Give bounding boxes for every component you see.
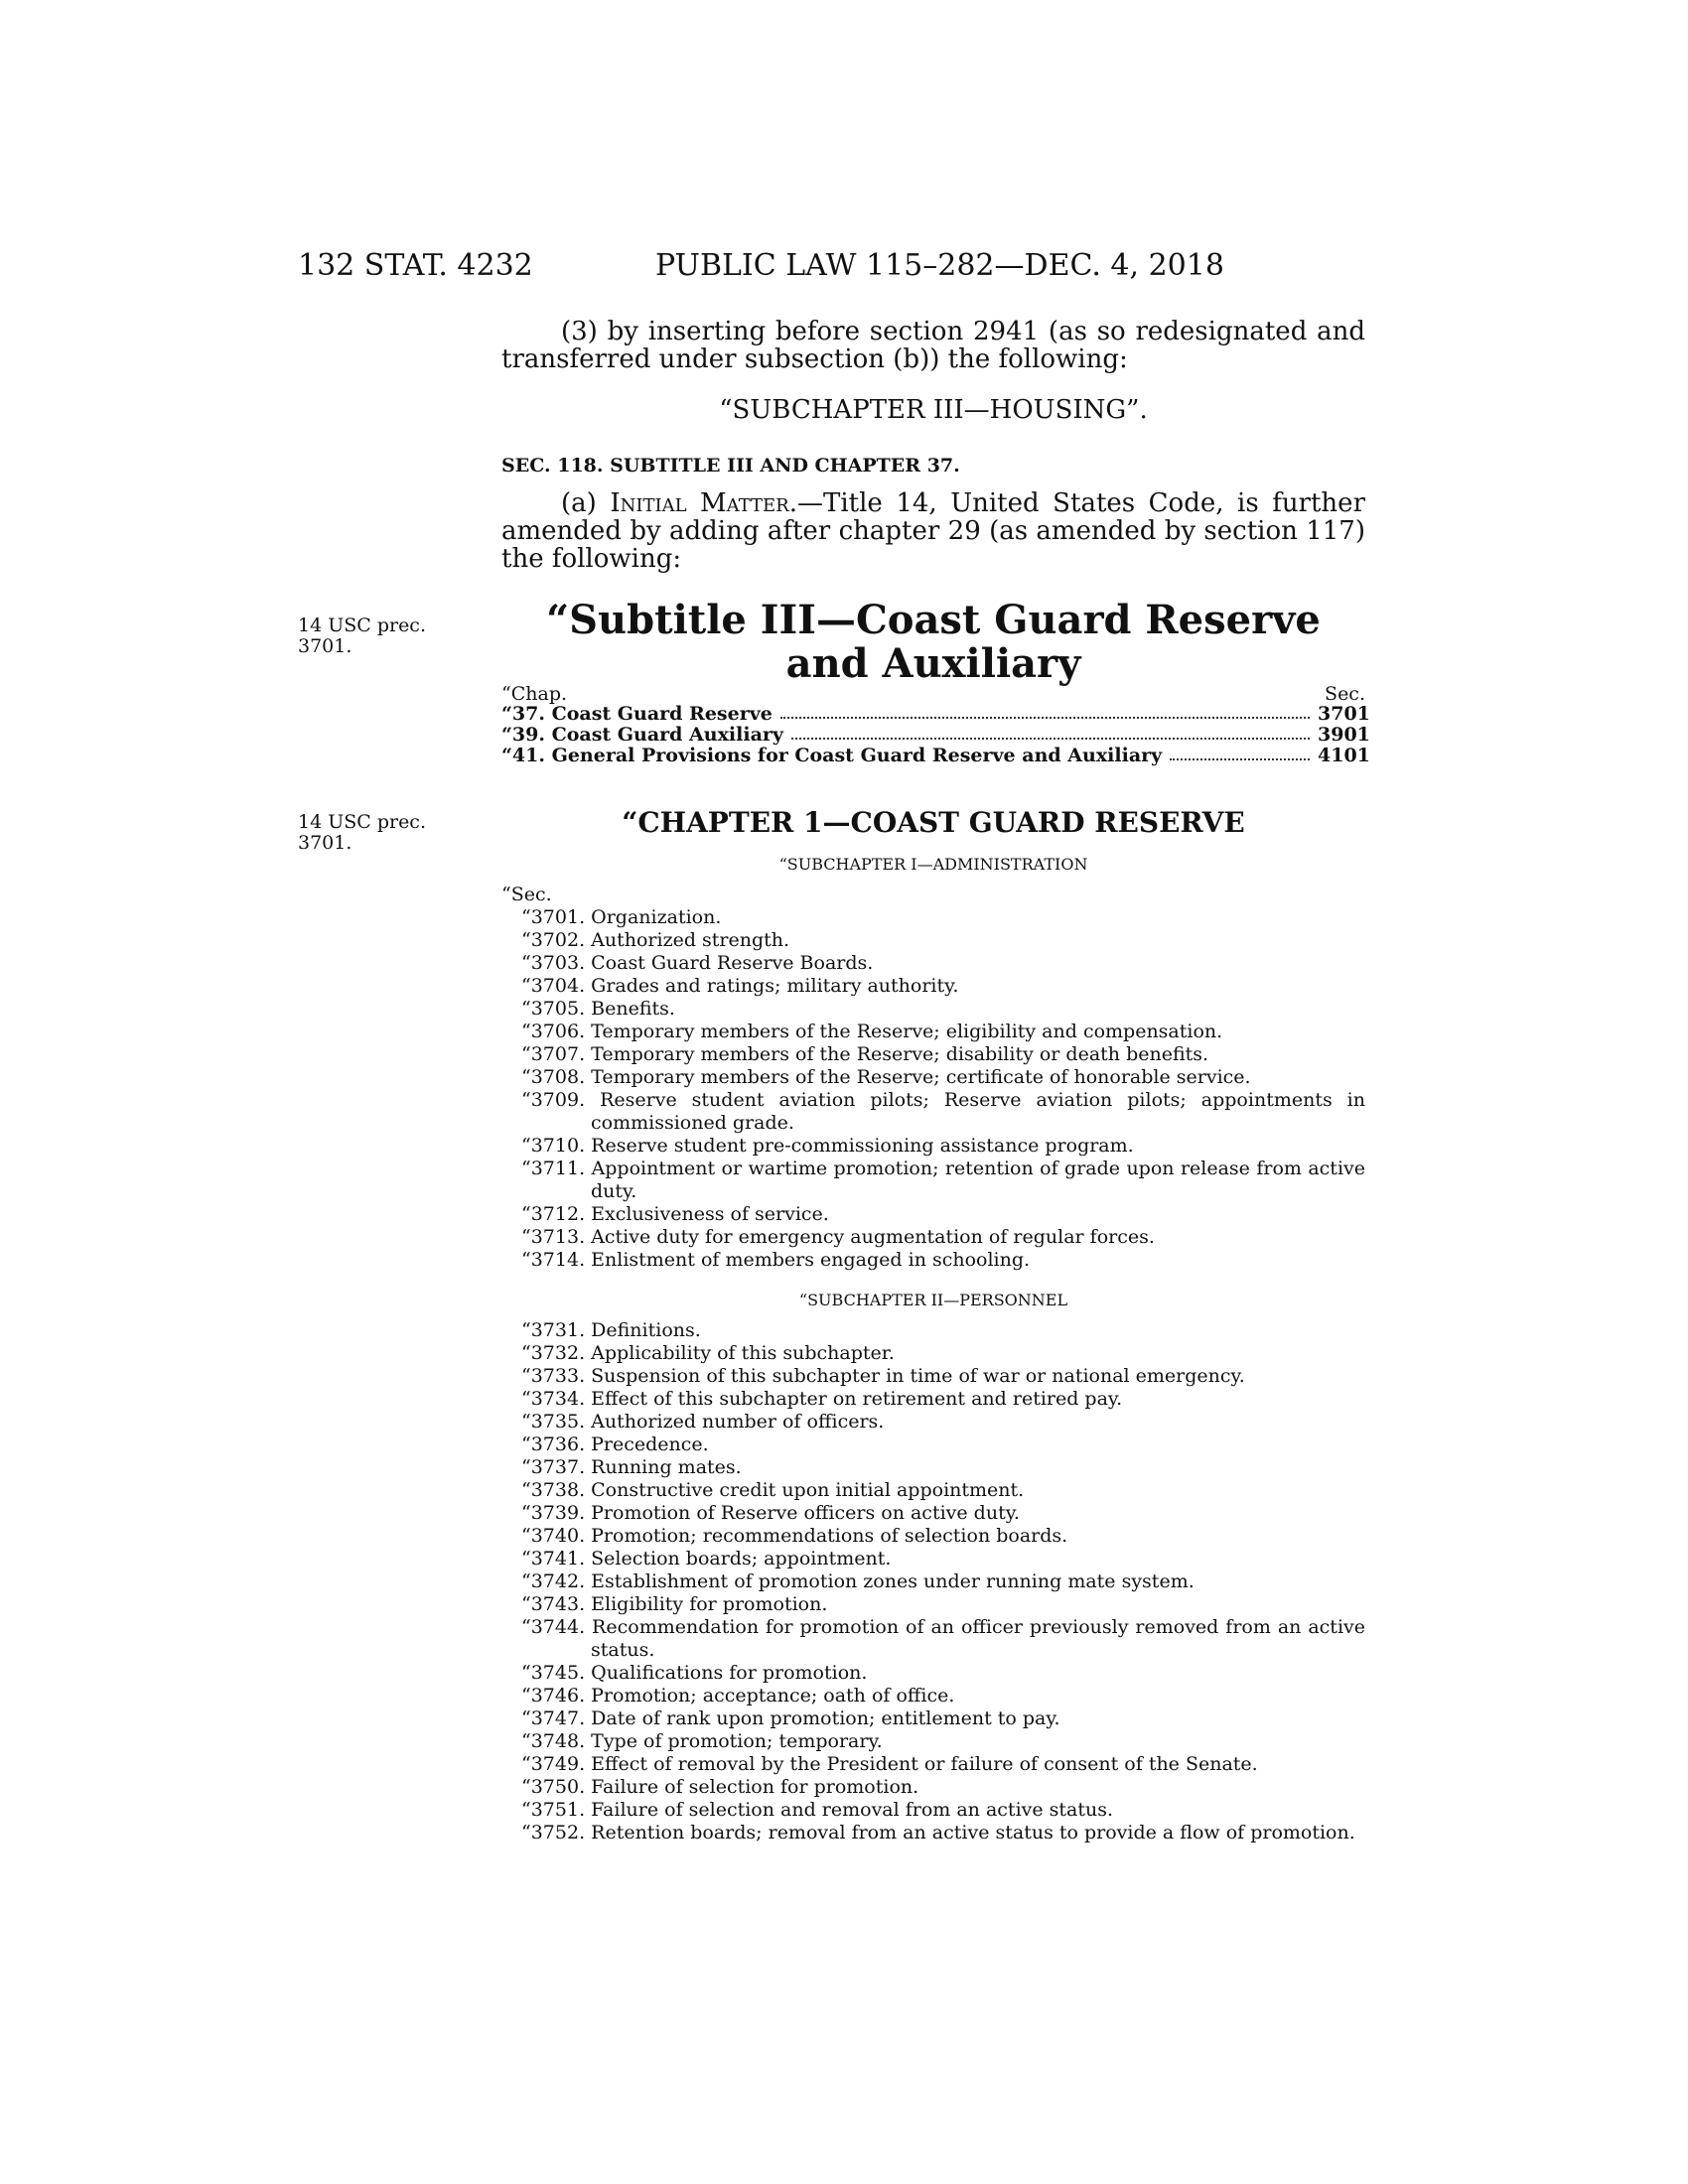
section-list-item: “3708. Temporary members of the Reserve; certificate of honorable service. [521,1066,1251,1088]
toc-row-number: 3901 [1318,724,1370,746]
initial-matter-prefix: (a) [561,488,597,518]
subchapter-title: “SUBCHAPTER II—PERSONNEL [798,1291,1068,1309]
section-list-item: “3732. Applicability of this subchapter. [521,1342,895,1364]
toc-row-label: “41. General Provisions for Coast Guard Reserve and Auxiliary [501,745,1163,766]
section-list-item: “3736. Precedence. [521,1433,709,1455]
section-list-item: “3748. Type of promotion; temporary. [521,1730,883,1752]
toc-row [501,745,1370,766]
running-header: PUBLIC LAW 115–282—DEC. 4, 2018 [655,248,1224,283]
section-list-item: “3714. Enlistment of members engaged in schooling. [521,1249,1031,1271]
section-list-item: “3733. Suspension of this subchapter in time of war or national emergency. [521,1365,1245,1387]
section-list-item: “3731. Definitions. [521,1319,701,1341]
section-list-item: “3707. Temporary members of the Reserve; disability or death benefits. [521,1043,1209,1065]
initial-matter-text: .—Title 14, United States Code, is further amended by adding after chapter 29 (as amended by section 117) the following: [501,488,1365,574]
section-list-item: “3743. Eligibility for promotion. [521,1593,828,1615]
section-list-item: “3712. Exclusiveness of service. [521,1203,829,1225]
section-list-item: “3752. Retention boards; removal from an active status to provide a flow of promotion. [521,1822,1355,1843]
section-list-item: “3706. Temporary members of the Reserve; eligibility and compensation. [521,1021,1223,1042]
section-list-item: “3710. Reserve student pre-commissioning assistance program. [521,1135,1134,1157]
section-list-item: “3703. Coast Guard Reserve Boards. [521,952,874,974]
section-list-item: “3734. Effect of this subchapter on retirement and retired pay. [521,1388,1123,1410]
section-list [501,884,1365,1272]
section-list-item: “3709. Reserve student aviation pilots; Reserve aviation pilots; appointments in commissioned grade. [521,1089,1365,1134]
section-list-item: “3751. Failure of selection and removal from an active status. [521,1799,1114,1821]
toc-sec-label: Sec. [1325,683,1365,705]
section-list-item: “3711. Appointment or wartime promotion; retention of grade upon release from active duty. [521,1158,1365,1202]
intro-paragraph: (3) by inserting before section 2941 (as so redesignated and transferred under subsection (b)) the following: [501,317,1365,374]
chapter-title: “CHAPTER 1—COAST GUARD RESERVE [622,806,1245,839]
toc-leader-dots [780,703,1310,719]
subtitle-title: “Subtitle III—Coast Guard Reserve and Auxiliary [546,597,1321,687]
section-list-item: “3735. Authorized number of officers. [521,1411,885,1433]
section-list-item: “3713. Active duty for emergency augmentation of regular forces. [521,1226,1155,1248]
stat-citation: 132 STAT. 4232 [298,248,533,283]
toc-leader-dots [1170,745,1310,760]
section-list-item: “3737. Running mates. [521,1456,742,1478]
sec-label: “Sec. [501,884,552,905]
section-heading: SEC. 118. SUBTITLE III AND CHAPTER 37. [501,455,960,477]
toc-row [501,703,1370,725]
section-list-item: “3742. Establishment of promotion zones under running mate system. [521,1570,1195,1592]
section-list-item: “3738. Constructive credit upon initial appointment. [521,1479,1025,1501]
section-list-item: “3739. Promotion of Reserve officers on active duty. [521,1502,1020,1524]
section-list-item: “3750. Failure of selection for promotion. [521,1776,919,1798]
section-list [501,1319,1365,1844]
section-list-item: “3701. Organization. [521,906,722,928]
margin-note: 14 USC prec. 3701. [298,811,426,854]
section-list-item: “3740. Promotion; recommendations of selection boards. [521,1525,1068,1547]
toc-row [501,724,1370,746]
toc-chap-label: “Chap. [501,683,568,705]
section-list-item: “3749. Effect of removal by the President or failure of consent of the Senate. [521,1753,1258,1775]
section-list-item: “3744. Recommendation for promotion of an officer previously removed from an active status. [521,1616,1365,1661]
subchapter-title: “SUBCHAPTER I—ADMINISTRATION [778,855,1088,874]
section-list-item: “3702. Authorized strength. [521,929,790,951]
toc-row-label: “39. Coast Guard Auxiliary [501,724,783,746]
initial-matter-heading: Initial Matter [610,488,789,518]
toc-row-label: “37. Coast Guard Reserve [501,703,773,725]
toc-header [501,683,1365,705]
toc-row-number: 3701 [1318,703,1370,725]
section-list-item: “3746. Promotion; acceptance; oath of office. [521,1685,955,1706]
section-list-item: “3741. Selection boards; appointment. [521,1548,892,1570]
section-list-item: “3705. Benefits. [521,998,675,1020]
initial-matter-paragraph [501,489,1365,573]
margin-note: 14 USC prec. 3701. [298,614,426,657]
section-list-item: “3747. Date of rank upon promotion; entitlement to pay. [521,1707,1060,1729]
toc-row-number: 4101 [1318,745,1370,766]
section-list-item: “3704. Grades and ratings; military authority. [521,975,959,997]
section-list-item: “3745. Qualifications for promotion. [521,1662,868,1684]
subchapter-housing: “SUBCHAPTER III—HOUSING”. [719,395,1148,425]
toc-leader-dots [791,724,1310,740]
